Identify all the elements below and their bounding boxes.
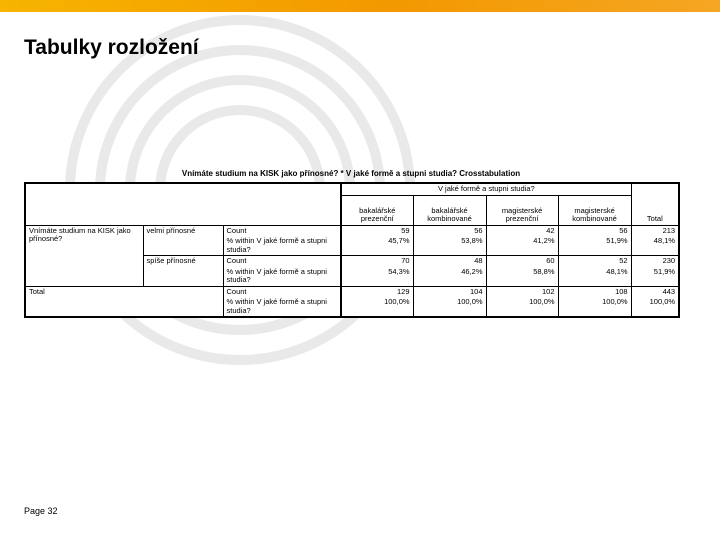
table-cell: 42 <box>486 225 558 236</box>
table-cell: 213 <box>631 225 679 236</box>
column-header-mag-komb: magisterské kombinované <box>558 195 631 225</box>
table-cell: 54,3% <box>341 267 413 287</box>
crosstab-title: Vnímáte studium na KISK jako přínosné? * V jaké formě a stupni studia? Crosstabulation <box>181 169 521 178</box>
table-cell: 129 <box>341 286 413 297</box>
row-stat-label: % within V jaké formě a stupni studia? <box>223 267 341 287</box>
table-cell: 56 <box>413 225 486 236</box>
table-cell: 104 <box>413 286 486 297</box>
column-header-bak-prez: bakalářské prezenční <box>341 195 413 225</box>
table-cell: 48,1% <box>558 267 631 287</box>
column-header-mag-prez: magisterské prezenční <box>486 195 558 225</box>
table-cell: 100,0% <box>413 297 486 317</box>
table-cell: 100,0% <box>341 297 413 317</box>
table-row <box>25 225 679 236</box>
row-stat-label: Count <box>223 286 341 297</box>
page-number: Page 32 <box>24 506 58 516</box>
table-cell: 51,9% <box>631 267 679 287</box>
table-cell: 48 <box>413 256 486 267</box>
table-cell: 45,7% <box>341 236 413 256</box>
table-cell: 51,9% <box>558 236 631 256</box>
table-row <box>25 286 679 297</box>
total-label: Total <box>25 286 223 317</box>
table-cell: 230 <box>631 256 679 267</box>
row-stat-label: Count <box>223 256 341 267</box>
table-cell: 48,1% <box>631 236 679 256</box>
table-cell: 52 <box>558 256 631 267</box>
table-cell: 41,2% <box>486 236 558 256</box>
table-cell: 100,0% <box>631 297 679 317</box>
group-header: V jaké formě a stupni studia? <box>341 183 631 195</box>
table-cell: 58,8% <box>486 267 558 287</box>
row-variable-label: Vnímáte studium na KISK jako přínosné? <box>25 225 143 286</box>
slide-title: Tabulky rozložení <box>24 36 199 59</box>
table-cell: 46,2% <box>413 267 486 287</box>
row-stat-label: Count <box>223 225 341 236</box>
row-category-label: spíše přínosné <box>143 256 223 287</box>
table-cell: 108 <box>558 286 631 297</box>
header-row-columns <box>25 195 679 225</box>
table-cell: 100,0% <box>558 297 631 317</box>
table-cell: 443 <box>631 286 679 297</box>
header-row-group <box>25 183 679 195</box>
column-header-bak-komb: bakalářské kombinované <box>413 195 486 225</box>
table-cell: 70 <box>341 256 413 267</box>
crosstab-table <box>24 182 680 318</box>
row-category-label: velmi přínosné <box>143 225 223 256</box>
table-cell: 100,0% <box>486 297 558 317</box>
row-stat-label: % within V jaké formě a stupni studia? <box>223 297 341 317</box>
table-cell: 56 <box>558 225 631 236</box>
row-stat-label: % within V jaké formě a stupni studia? <box>223 236 341 256</box>
table-cell: 60 <box>486 256 558 267</box>
top-accent-bar <box>0 0 720 12</box>
table-cell: 102 <box>486 286 558 297</box>
table-cell: 59 <box>341 225 413 236</box>
column-header-total: Total <box>631 195 679 225</box>
table-cell: 53,8% <box>413 236 486 256</box>
